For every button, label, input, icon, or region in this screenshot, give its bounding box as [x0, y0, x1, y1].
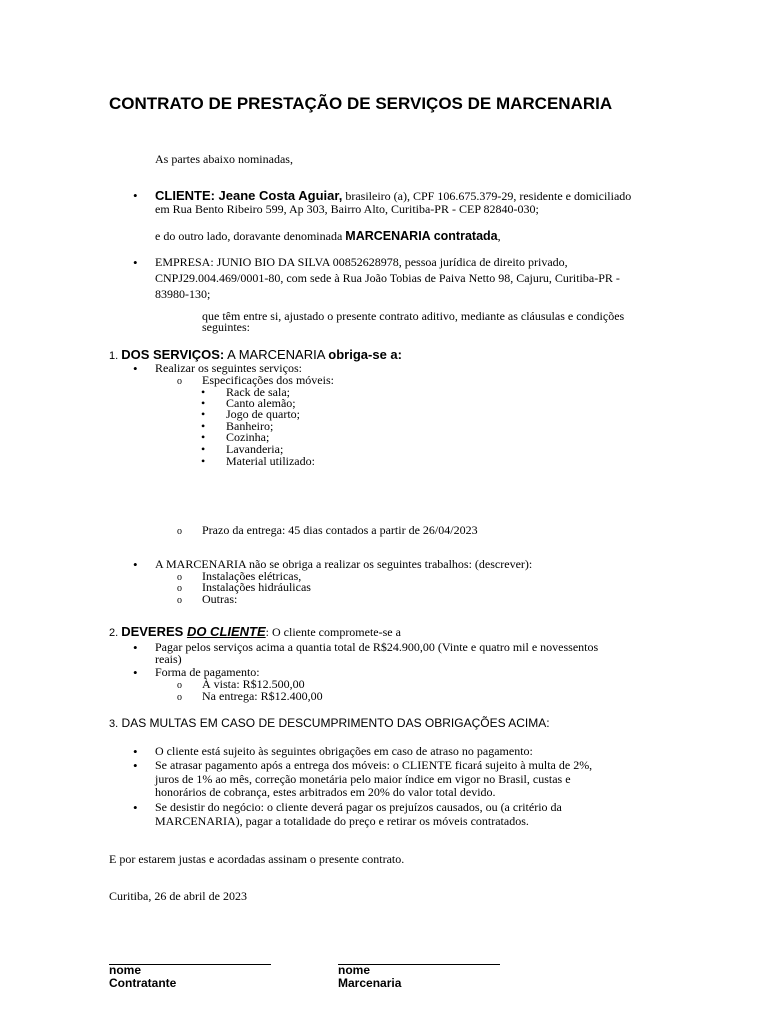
section-2-title: DEVERES	[121, 624, 187, 639]
s1-especificacoes: o Especificações dos móveis:	[202, 374, 334, 387]
section-2-heading	[109, 625, 401, 640]
item-lavanderia: • Lavanderia;	[226, 443, 283, 456]
outro-lado-text	[155, 230, 501, 243]
s3-b2-line3: honorários de cobrança, estes arbitrados em 20% do valor total devido.	[155, 785, 496, 799]
section-3-number: 3.	[109, 718, 119, 730]
item-banheiro: • Banheiro;	[226, 420, 273, 433]
s3-b3-line2: MARCENARIA), pagar a totalidade do preço e retirar os móveis contratados.	[155, 814, 529, 828]
item-canto: • Canto alemão;	[226, 397, 296, 410]
outro-lado-bold: MARCENARIA contratada	[345, 229, 498, 243]
section-2-title-underlined: DO CLIENTE	[186, 624, 266, 639]
section-1-mid: A MARCENARIA	[224, 347, 329, 362]
s3-b3: • Se desistir do negócio: o cliente deverá pagar os prejuízos causados, ou (a critério da	[155, 801, 562, 814]
section-1-number: 1.	[109, 350, 119, 362]
empresa-cnpj: CNPJ29.004.469/0001-80, com sede à Rua João Tobias de Paiva Netto 98, Cajuru, Curitiba-PR -	[155, 271, 620, 285]
signature-role-marcenaria: Marcenaria	[338, 976, 402, 990]
empresa-cep: 83980-130;	[155, 287, 211, 301]
outro-lado-prefix: e do outro lado, doravante denominada	[155, 229, 346, 243]
signature-role-contratante: Contratante	[109, 976, 177, 990]
cliente-address: em Rua Bento Ribeiro 599, Ap 303, Bairro Alto, Curitiba-PR - CEP 82840-030;	[155, 202, 539, 216]
section-2-tail: : O cliente compromete-se a	[265, 625, 401, 639]
item-quarto: • Jogo de quarto;	[226, 408, 300, 421]
s3-b2-line2: juros de 1% ao mês, correção monetária pelo maior índice em vigor no Brasil, custas e	[155, 772, 571, 786]
date-place: Curitiba, 26 de abril de 2023	[109, 889, 247, 903]
empresa-item: • EMPRESA: JUNIO BIO DA SILVA 00852628978, pessoa jurídica de direito privado,	[155, 256, 568, 269]
nao-eletricas: o Instalações elétricas,	[202, 570, 301, 583]
nao-hidraulicas: o Instalações hidráulicas	[202, 581, 311, 594]
item-cozinha: • Cozinha;	[226, 431, 269, 444]
cliente-label: CLIENTE: Jeane Costa Aguiar,	[155, 188, 343, 203]
cliente-item	[155, 189, 675, 203]
document-title: CONTRATO DE PRESTAÇÃO DE SERVIÇOS DE MARCENARIA	[109, 94, 613, 113]
signature-name-marcenaria: nome	[338, 963, 371, 977]
section-1-title: DOS SERVIÇOS:	[121, 347, 225, 362]
section-3-title: DAS MULTAS EM CASO DE DESCUMPRIMENTO DAS OBRIGAÇÕES ACIMA:	[121, 716, 550, 730]
signature-name-contratante: nome	[109, 963, 142, 977]
s2-entrega: o Na entrega: R$12.400,00	[202, 690, 323, 703]
section-2-number: 2.	[109, 627, 119, 639]
s2-pagar-cont: reais)	[155, 652, 182, 666]
s1-bullet-servicos: • Realizar os seguintes serviços:	[155, 362, 302, 375]
item-material: • Material utilizado:	[226, 455, 315, 468]
intro-text: As partes abaixo nominadas,	[155, 152, 293, 166]
s3-b2: • Se atrasar pagamento após a entrega dos móveis: o CLIENTE ficará sujeito à multa de 2%,	[155, 759, 592, 772]
s1-prazo: o Prazo da entrega: 45 dias contados a partir de 26/04/2023	[202, 524, 478, 537]
s3-b1: • O cliente está sujeito às seguintes obrigações em caso de atraso no pagamento:	[155, 745, 533, 758]
s2-forma: • Forma de pagamento:	[155, 666, 260, 679]
nao-outras: o Outras:	[202, 593, 237, 606]
section-1-tail: obriga-se a:	[328, 347, 402, 362]
s1-bullet-nao-obriga: • A MARCENARIA não se obriga a realizar os seguintes trabalhos: (descrever):	[155, 558, 532, 571]
closing-text: E por estarem justas e acordadas assinam o presente contrato.	[109, 852, 405, 866]
ajuste-text: que têm entre si, ajustado o presente contrato aditivo, mediante as cláusulas e condições	[202, 309, 625, 323]
ajuste-text-2: seguintes:	[202, 320, 250, 334]
item-rack: • Rack de sala;	[226, 386, 290, 399]
s2-pagar: • Pagar pelos serviços acima a quantia total de R$24.900,00 (Vinte e quatro mil e novessentos	[155, 641, 598, 654]
s2-avista: o À vista: R$12.500,00	[202, 678, 305, 691]
cliente-details: brasileiro (a), CPF 106.675.379-29, residente e domiciliado	[342, 189, 632, 203]
outro-lado-suffix: ,	[497, 229, 501, 243]
section-3-heading	[109, 717, 550, 731]
